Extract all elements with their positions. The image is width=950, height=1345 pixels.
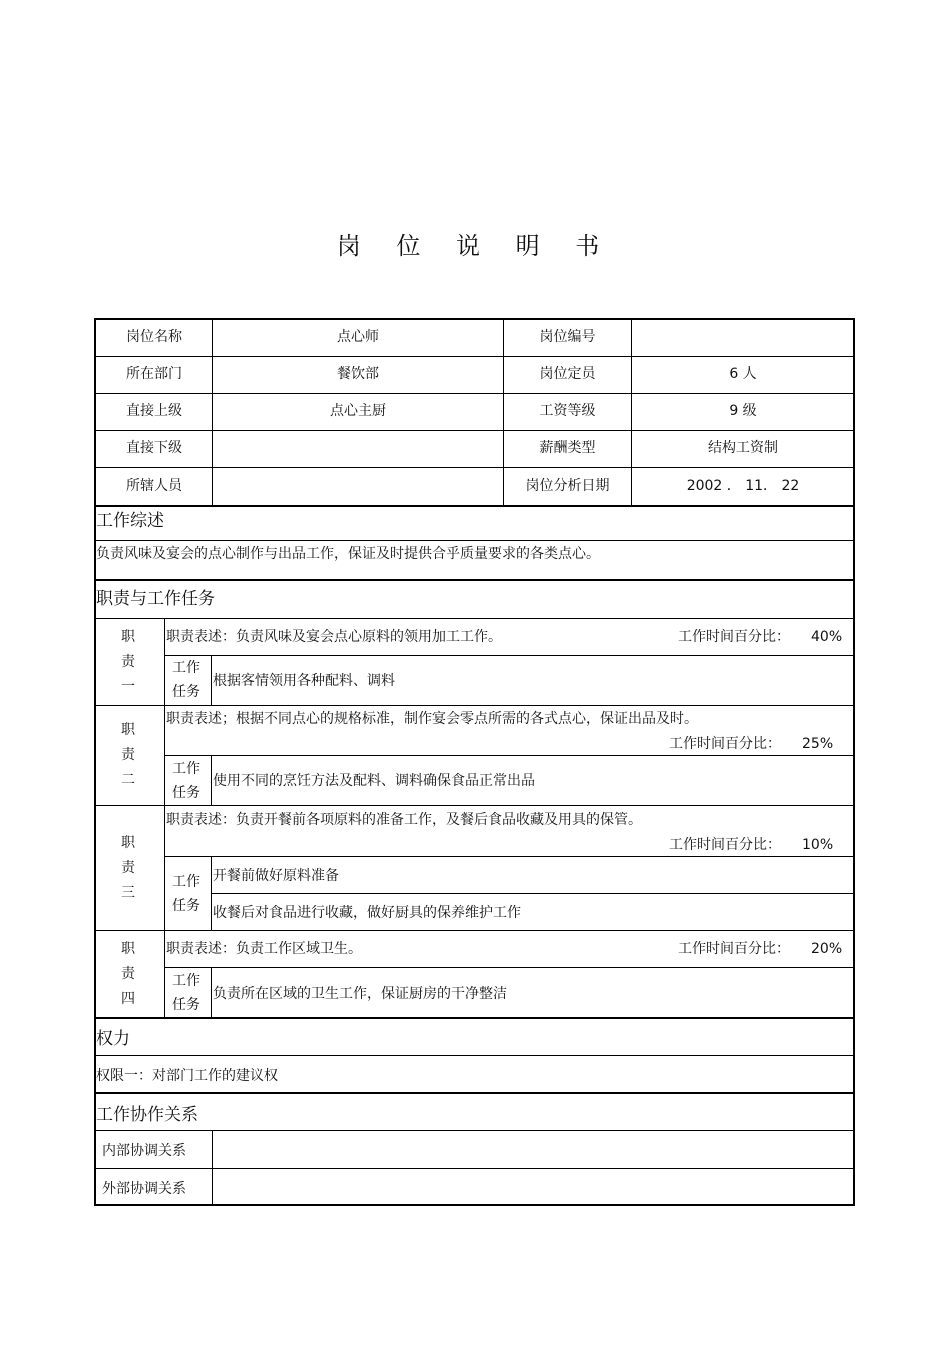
duty-percent-value: 40% (811, 629, 843, 645)
duty-label: 职责四 (121, 941, 135, 1007)
info-label: 岗位编号 (539, 329, 596, 345)
duty-percent-label: 工作时间百分比： (669, 837, 781, 853)
duty-percent-label: 工作时间百分比： (678, 629, 790, 645)
document-title: 岗 位 说 明 书 (336, 232, 614, 260)
info-value: 2002 ． 11． 22 (686, 478, 800, 494)
grid-line (95, 356, 854, 357)
grid-line (95, 930, 854, 931)
duty-percent-value: 25% (802, 736, 834, 752)
info-value: 9 级 (729, 403, 757, 419)
task-label: 工作任务 (172, 973, 200, 1013)
grid-line (211, 656, 212, 705)
grid-line (95, 1130, 854, 1131)
task-text: 使用不同的烹饪方法及配料、调料确保食品正常出品 (213, 773, 535, 789)
duty-percent-value: 20% (811, 941, 843, 957)
info-label: 直接上级 (126, 403, 182, 419)
info-value: 点心师 (337, 329, 379, 345)
summary-heading: 工作综述 (96, 511, 164, 531)
grid-line (95, 805, 854, 806)
duty-description: 职责表述：负责工作区域卫生。 (166, 941, 362, 957)
task-label: 工作任务 (172, 761, 200, 801)
duty-percent-value: 10% (802, 837, 834, 853)
grid-line (95, 1168, 854, 1169)
grid-line (95, 430, 854, 431)
grid-line (164, 856, 854, 857)
grid-line (95, 705, 854, 706)
duty-description: 职责表述；根据不同点心的规格标准，制作宴会零点所需的各式点心，保证出品及时。 (166, 711, 698, 727)
info-value: 6 人 (729, 366, 757, 382)
info-value: 餐饮部 (337, 366, 379, 382)
authority-text: 权限一：对部门工作的建议权 (96, 1068, 278, 1084)
task-text: 收餐后对食品进行收藏，做好厨具的保养维护工作 (213, 905, 521, 921)
relations-heading: 工作协作关系 (96, 1105, 198, 1125)
task-text: 开餐前做好原料准备 (213, 868, 339, 884)
info-label: 岗位定员 (539, 366, 596, 382)
duty-description: 职责表述：负责开餐前各项原料的准备工作，及餐后食品收藏及用具的保管。 (166, 812, 642, 828)
external-relations-label: 外部协调关系 (102, 1181, 186, 1197)
info-label: 所在部门 (126, 366, 182, 382)
info-label: 直接下级 (126, 440, 182, 456)
info-label: 岗位名称 (126, 329, 182, 345)
grid-line (164, 806, 165, 930)
duty-percent-label: 工作时间百分比： (678, 941, 790, 957)
grid-line (164, 619, 165, 705)
grid-line (95, 579, 854, 581)
info-label: 所辖人员 (126, 478, 182, 494)
grid-line (211, 756, 212, 806)
grid-line (95, 393, 854, 394)
grid-line (211, 968, 212, 1018)
info-label: 工资等级 (539, 403, 596, 419)
info-label: 薪酬类型 (539, 440, 596, 456)
authority-heading: 权力 (96, 1029, 130, 1049)
grid-line (164, 755, 854, 756)
task-label: 工作任务 (172, 660, 200, 700)
grid-line (95, 1017, 854, 1019)
grid-line (164, 931, 165, 1018)
grid-line (95, 618, 854, 619)
duty-label: 职责一 (121, 629, 135, 695)
grid-line (95, 540, 854, 541)
grid-line (95, 467, 854, 468)
info-label: 岗位分析日期 (525, 478, 610, 494)
duty-label: 职责三 (121, 835, 135, 901)
summary-text: 负责风味及宴会的点心制作与出品工作，保证及时提供合乎质量要求的各类点心。 (96, 546, 600, 562)
internal-relations-label: 内部协调关系 (102, 1143, 186, 1159)
duty-label: 职责二 (121, 722, 135, 788)
grid-line (95, 505, 854, 507)
duty-percent-label: 工作时间百分比： (669, 736, 781, 752)
grid-line (95, 1092, 854, 1094)
task-label: 工作任务 (172, 874, 200, 914)
grid-line (211, 893, 854, 894)
info-value: 结构工资制 (708, 440, 778, 456)
duty-description: 职责表述：负责风味及宴会点心原料的领用加工工作。 (166, 629, 502, 645)
task-text: 负责所在区域的卫生工作，保证厨房的干净整洁 (213, 986, 507, 1002)
task-text: 根据客情领用各种配料、调料 (213, 673, 395, 689)
duties-heading: 职责与工作任务 (96, 589, 215, 609)
grid-line (95, 1055, 854, 1056)
grid-line (164, 706, 165, 806)
grid-line (164, 655, 854, 656)
grid-line (164, 967, 854, 968)
info-value: 点心主厨 (330, 403, 386, 419)
